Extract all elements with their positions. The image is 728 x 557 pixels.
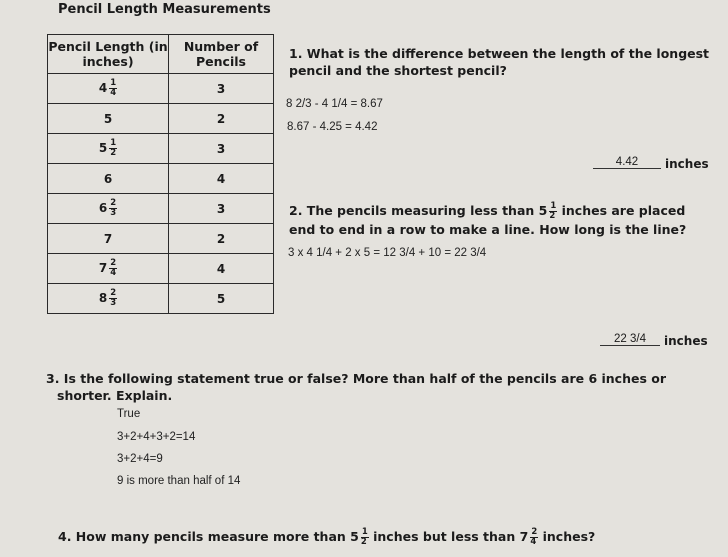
q1-text: 1. What is the difference between the length of the longest pencil and the shortest pencil? — [289, 46, 710, 78]
q4-text: 4. How many pencils measure more than 5 $\frac{1}{2}$ inches but less than 7 $\frac{2}{4}$ inches? — [58, 527, 596, 547]
pencil-table — [47, 34, 274, 314]
length-cell: 5 $\frac{1}{2}$ — [48, 134, 169, 164]
length-cell: 6 $\frac{2}{3}$ — [48, 194, 169, 224]
q2-answer: 22 3/4 — [600, 333, 660, 346]
length-cell: 5 — [48, 104, 169, 134]
count-cell: 3 — [169, 194, 274, 224]
q2-unit: inches — [664, 334, 708, 348]
table-row — [48, 104, 274, 134]
count-cell: 4 — [169, 164, 274, 194]
count-cell: 5 — [169, 284, 274, 314]
table-row — [48, 254, 274, 284]
fraction: $\frac{1}{4}$ — [110, 78, 117, 98]
q3-work-line-2: 3+2+4+3+2=14 — [117, 431, 196, 443]
length-cell: 6 — [48, 164, 169, 194]
table-row — [48, 224, 274, 254]
length-cell: 7 $\frac{2}{4}$ — [48, 254, 169, 284]
length-cell: 4 $\frac{1}{4}$ — [48, 74, 169, 104]
fraction: $\frac{2}{3}$ — [110, 288, 117, 308]
q3-work-line-4: 9 is more than half of 14 — [117, 475, 241, 487]
header-count: Number of Pencils — [169, 35, 274, 74]
page-title: Pencil Length Measurements — [58, 2, 271, 17]
table-row — [48, 134, 274, 164]
q3-work-line-1: True — [117, 408, 141, 420]
header-length: Pencil Length (in inches) — [48, 35, 169, 74]
count-cell: 3 — [169, 74, 274, 104]
table-row — [48, 164, 274, 194]
q1-work-line-2: 8.67 - 4.25 = 4.42 — [287, 121, 378, 133]
fraction: $\frac{1}{2}$ — [110, 138, 117, 158]
q1-answer: 4.42 — [593, 156, 661, 169]
q1-unit: inches — [665, 157, 709, 171]
fraction: $\frac{2}{4}$ — [530, 527, 538, 547]
fraction: $\frac{2}{3}$ — [110, 198, 117, 218]
q3-text: 3. Is the following statement true or false? More than half of the pencils are 6 inches or shorter. Explain. — [46, 371, 667, 403]
count-cell: 3 — [169, 134, 274, 164]
table-row — [48, 74, 274, 104]
q3-work-line-3: 3+2+4=9 — [117, 453, 163, 465]
table-row — [48, 284, 274, 314]
length-cell: 8 $\frac{2}{3}$ — [48, 284, 169, 314]
q2-text: 2. The pencils measuring less than 5 $\frac{1}{2}$ inches are placed end to end in a row to make a line. How long is the line? — [289, 201, 687, 237]
count-cell: 4 — [169, 254, 274, 284]
q2-work-line: 3 x 4 1/4 + 2 x 5 = 12 3/4 + 10 = 22 3/4 — [288, 247, 487, 259]
count-cell: 2 — [169, 104, 274, 134]
length-cell: 7 — [48, 224, 169, 254]
fraction: $\frac{1}{2}$ — [360, 527, 368, 547]
count-cell: 2 — [169, 224, 274, 254]
fraction: $\frac{2}{4}$ — [110, 258, 117, 278]
q1-work-line-1: 8 2/3 - 4 1/4 = 8.67 — [286, 98, 383, 110]
fraction: $\frac{1}{2}$ — [549, 201, 557, 221]
table-row — [48, 194, 274, 224]
